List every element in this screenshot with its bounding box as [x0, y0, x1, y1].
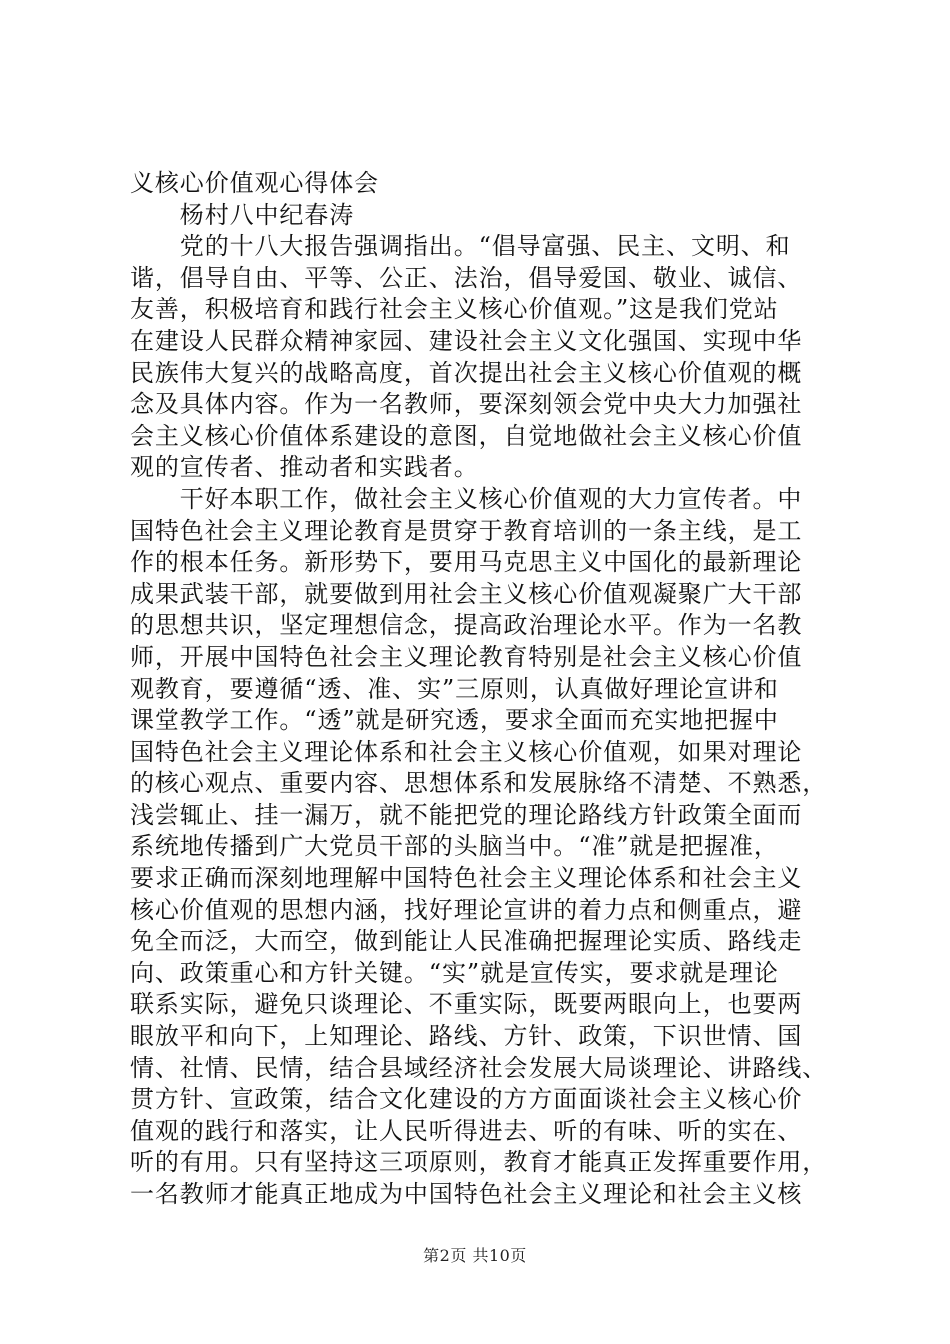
text-line: 情、社情、民情，结合县域经济社会发展大局谈理论、讲路线、: [130, 1053, 828, 1082]
text-line: 党的十八大报告强调指出。“倡导富强、民主、文明、和: [130, 232, 791, 261]
heading-line: 义核心价值观心得体会: [130, 169, 379, 197]
text-line: 师，开展中国特色社会主义理论教育特别是社会主义核心价值: [130, 642, 803, 671]
text-line: 的核心观点、重要内容、思想体系和发展脉络不清楚、不熟悉，: [130, 769, 828, 798]
text-line: 眼放平和向下，上知理论、路线、方针、政策，下识世情、国: [130, 1022, 803, 1051]
text-line: 会主义核心价值体系建设的意图，自觉地做社会主义核心价值: [130, 421, 803, 450]
page-number: 第2页 共10页: [423, 1246, 527, 1265]
text-line: 作的根本任务。新形势下，要用马克思主义中国化的最新理论: [130, 548, 803, 577]
text-line: 一名教师才能真正地成为中国特色社会主义理论和社会主义核: [130, 1180, 803, 1208]
text-line: 听的有用。只有坚持这三项原则，教育才能真正发挥重要作用，: [130, 1148, 828, 1177]
text-line: 向、政策重心和方针关键。“实”就是宣传实，要求就是理论: [130, 958, 779, 987]
text-line: 值观的践行和落实，让人民听得进去、听的有味、听的实在、: [130, 1116, 803, 1145]
text-line: 民族伟大复兴的战略高度，首次提出社会主义核心价值观的概: [130, 358, 803, 387]
text-line: 课堂教学工作。“透”就是研究透，要求全面而充实地把握中: [130, 706, 779, 735]
text-line: 观教育，要遵循“透、准、实”三原则，认真做好理论宣讲和: [130, 674, 779, 703]
text-line: 核心价值观的思想内涵，找好理论宣讲的着力点和侧重点，避: [130, 895, 803, 924]
author-line: 杨村八中纪春涛: [130, 200, 355, 229]
text-line: 要求正确而深刻地理解中国特色社会主义理论体系和社会主义: [130, 864, 803, 893]
text-line: 谐，倡导自由、平等、公正、法治，倡导爱国、敬业、诚信、: [130, 263, 803, 292]
text-line: 成果武装干部，就要做到用社会主义核心价值观凝聚广大干部: [130, 579, 803, 608]
text-line: 免全而泛，大而空，做到能让人民准确把握理论实质、路线走: [130, 927, 803, 956]
text-line: 在建设人民群众精神家园、建设社会主义文化强国、实现中华: [130, 326, 803, 355]
text-line: 联系实际，避免只谈理论、不重实际，既要两眼向上，也要两: [130, 990, 803, 1019]
text-line: 国特色社会主义理论体系和社会主义核心价值观，如果对理论: [130, 737, 803, 766]
text-line: 念及具体内容。作为一名教师，要深刻领会党中央大力加强社: [130, 390, 803, 419]
document-body: [130, 168, 830, 1211]
text-line: 的思想共识，坚定理想信念，提高政治理论水平。作为一名教: [130, 611, 803, 640]
text-line: 国特色社会主义理论教育是贯穿于教育培训的一条主线，是工: [130, 516, 803, 545]
text-line: 系统地传播到广大党员干部的头脑当中。“准”就是把握准，: [130, 832, 779, 861]
text-line: 浅尝辄止、挂一漏万，就不能把党的理论路线方针政策全面而: [130, 800, 803, 829]
text-line: 贯方针、宣政策，结合文化建设的方方面面谈社会主义核心价: [130, 1085, 803, 1114]
text-line: 友善，积极培育和践行社会主义核心价值观。”这是我们党站: [130, 295, 779, 324]
text-line: 干好本职工作，做社会主义核心价值观的大力宣传者。中: [130, 484, 803, 513]
text-line: 观的宣传者、推动者和实践者。: [130, 453, 479, 482]
